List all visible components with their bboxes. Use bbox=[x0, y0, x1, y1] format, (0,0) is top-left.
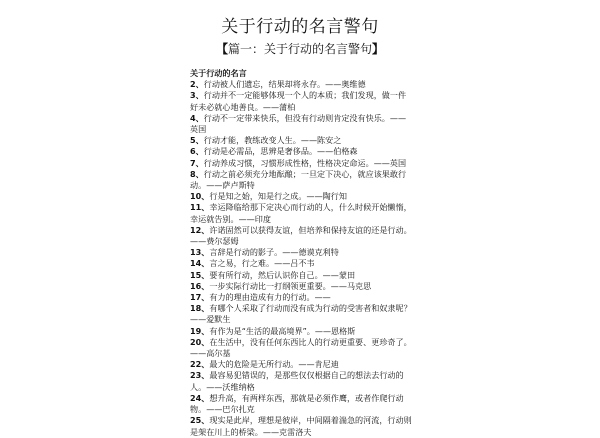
item-text: 有作为是“生活的最高境界”。——恩格斯 bbox=[209, 325, 356, 336]
list-item bbox=[190, 191, 412, 202]
item-text: 想升高，有两样东西，那就是必须作鹰，或者作爬行动物。——巴尔扎克 bbox=[190, 392, 404, 415]
item-number: 17、 bbox=[190, 292, 210, 303]
item-text: 行动被人们遗忘，结果却将永存。——奥维德 bbox=[203, 79, 366, 90]
item-text: 行动养成习惯，习惯形成性格，性格决定命运。——英国 bbox=[203, 157, 407, 168]
page-title: 关于行动的名言警句 bbox=[221, 17, 379, 37]
subtitle-text: 篇一：关于行动的名言警句 bbox=[227, 42, 372, 56]
item-number: 7、 bbox=[190, 157, 204, 168]
subtitle-bracket-left: 【 bbox=[215, 42, 228, 56]
list-item bbox=[190, 393, 412, 415]
item-number: 19、 bbox=[190, 325, 210, 336]
list-item bbox=[190, 326, 412, 337]
item-text: 行动并不一定能够体现一个人的本质；我们发现，做一件好未必就心地善良。——蒲柏 bbox=[190, 90, 407, 112]
item-number: 15、 bbox=[190, 269, 210, 280]
item-text: 行是知之始，知是行之成。——陶行知 bbox=[209, 191, 347, 202]
item-number: 25、 bbox=[190, 415, 210, 426]
item-number: 24、 bbox=[190, 392, 210, 403]
item-number: 12、 bbox=[190, 224, 210, 235]
item-text: 有哪个人采取了行动而没有成为行动的受害者和奴隶呢？——爱默生 bbox=[190, 303, 412, 325]
item-number: 8、 bbox=[190, 168, 204, 179]
list-item bbox=[190, 225, 412, 247]
item-text: 在生活中，没有任何东西比人的行动更重要、更珍奇了。——高尔基 bbox=[190, 336, 412, 359]
item-text: 言之易，行之难。——吕不韦 bbox=[209, 258, 315, 269]
item-number: 11、 bbox=[190, 202, 210, 213]
item-text: 行动才能，教练改变人生。——陈安之 bbox=[203, 135, 342, 146]
item-number: 13、 bbox=[190, 247, 210, 258]
item-text: 幸运降临给那下定决心而行动的人，什么时候开始懒惰，幸运就告别。——印度 bbox=[190, 202, 412, 224]
item-number: 23、 bbox=[190, 370, 210, 381]
item-number: 16、 bbox=[190, 280, 210, 291]
item-number: 2、 bbox=[190, 79, 204, 90]
list-item bbox=[190, 247, 412, 258]
item-number: 3、 bbox=[190, 90, 204, 101]
list-item bbox=[190, 90, 412, 112]
item-number: 4、 bbox=[190, 112, 204, 123]
section-heading: 关于行动的名言 bbox=[190, 68, 247, 78]
item-number: 18、 bbox=[190, 303, 210, 314]
list-item bbox=[190, 281, 412, 292]
item-number: 14、 bbox=[190, 258, 210, 269]
list-item bbox=[190, 270, 412, 281]
quote-list bbox=[190, 68, 412, 438]
list-item bbox=[190, 79, 412, 90]
list-item bbox=[190, 113, 412, 135]
item-text: 最容易犯错误的，是那些仅仅根据自己的想法去行动的人。——沃维纳格 bbox=[190, 370, 404, 392]
item-number: 10、 bbox=[190, 191, 210, 202]
item-number: 6、 bbox=[190, 146, 204, 157]
list-item bbox=[190, 169, 412, 191]
list-item bbox=[190, 202, 412, 224]
list-item bbox=[190, 303, 412, 325]
item-text: 行动不一定带来快乐，但没有行动则肯定没有快乐。——英国 bbox=[190, 112, 407, 135]
list-item bbox=[190, 135, 412, 146]
subtitle-bracket-right: 】 bbox=[372, 42, 385, 56]
list-item bbox=[190, 146, 412, 157]
item-text: 最大的危险是无所行动。——肯尼迪 bbox=[209, 359, 339, 370]
item-text: 现实是此岸，理想是彼岸，中间隔着湍急的河流，行动则是架在川上的桥梁。——克雷洛夫 bbox=[190, 415, 412, 437]
item-number: 22、 bbox=[190, 359, 210, 370]
list-item bbox=[190, 359, 412, 370]
list-item bbox=[190, 337, 412, 359]
item-text: 一步实际行动比一打纲领更重要。——马克思 bbox=[209, 280, 372, 291]
list-item bbox=[190, 370, 412, 392]
list-item bbox=[190, 158, 412, 169]
item-number: 5、 bbox=[190, 135, 204, 146]
item-text: 有力的理由造成有力的行动。—— bbox=[209, 292, 331, 303]
item-number: 20、 bbox=[190, 336, 210, 347]
item-text: 许诺固然可以获得友谊，但培养和保持友谊的还是行动。——费尔瑟姆 bbox=[190, 224, 412, 247]
list-item bbox=[190, 258, 412, 269]
article-subtitle bbox=[0, 40, 600, 57]
list-item bbox=[190, 415, 412, 437]
item-text: 行动是必需品，思辨是奢侈品。——伯格森 bbox=[203, 146, 358, 157]
list-item bbox=[190, 292, 412, 303]
item-text: 要有所行动，然后认识你自己。——蒙田 bbox=[209, 269, 356, 280]
item-text: 行动之前必须充分地酝酿；一旦定下决心，就应该果敢行动。——萨卢斯特 bbox=[190, 168, 407, 191]
item-text: 言辞是行动的影子。——德谟克利特 bbox=[209, 247, 339, 258]
